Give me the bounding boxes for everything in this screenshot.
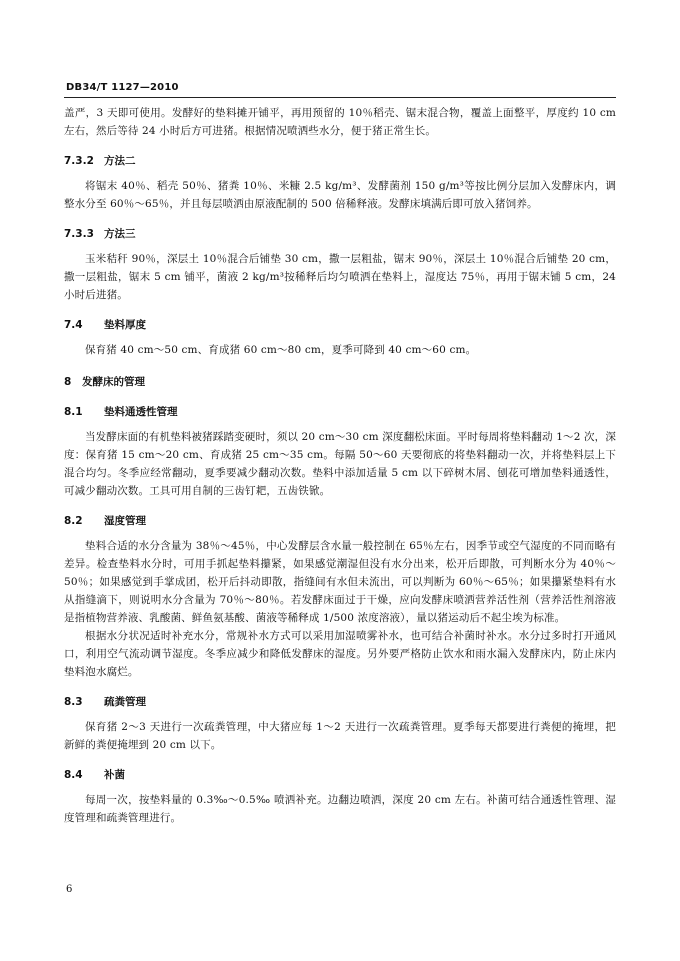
- paragraph: 将锯末 40％、稻壳 50％、猪粪 10％、米糠 2.5 kg/m³、发酵菌剂 150 g/m³等按比例分层加入发酵床内，调整水分至 60％～65％，并且每层喷洒由原液配制的 500 倍稀释液。发酵床填满后即可放入猪饲养。: [64, 180, 616, 210]
- section-number: 7.3.2: [64, 155, 94, 167]
- section-number: 8.2: [64, 515, 83, 527]
- section-number: 8.3: [64, 696, 83, 708]
- section-number: 7.3.3: [64, 228, 94, 240]
- section-number: 8.4: [64, 769, 83, 781]
- section-title: 湿度管理: [104, 515, 146, 527]
- section-title: 疏粪管理: [104, 696, 146, 708]
- page-content: [64, 104, 616, 827]
- section-heading: [64, 693, 616, 711]
- paragraph: 保育猪 40 cm～50 cm、育成猪 60 cm～80 cm，夏季可降到 40 cm～60 cm。: [85, 344, 477, 356]
- paragraph: 保育猪 2～3 天进行一次疏粪管理，中大猪应每 1～2 天进行一次疏粪管理。夏季每天都要进行粪便的掩埋，把新鲜的粪便掩埋到 20 cm 以下。: [64, 721, 616, 751]
- paragraph: 垫料合适的水分含量为 38％～45％，中心发酵层含水量一般控制在 65％左右，因季节或空气湿度的不同而略有差异。检查垫料水分时，可用手抓起垫料攥紧，如果感觉潮湿但没有水分出来，松开后即散，可判断水分为 40％～50％；如果感觉到手掌成团，松开后抖动即散，指缝间有水但未流出，可以判断为 60％～65％；如果攥紧垫料有水从指缝滴下，则说明水分含量为 70％～80％。若发酵床面过于干燥，应向发酵床喷洒营养活性剂（营养活性剂溶液是指植物营养液、乳酸菌、鲜鱼氨基酸、菌液等稀释成 1/500 浓度溶液），量以猪运动后不起尘埃为标准。: [64, 540, 616, 624]
- section-title: 补菌: [104, 769, 125, 781]
- chapter-title: 发酵床的管理: [82, 376, 145, 388]
- paragraph: 玉米秸秆 90％，深层土 10％混合后铺垫 30 cm，撒一层粗盐，锯末 90％，深层土 10％混合后铺垫 20 cm，撒一层粗盐，锯末 5 cm 铺平，菌液 2 kg/m³按稀释后均匀喷洒在垫料上，湿度达 75％，再用于锯末铺 5 cm，24 小时后进猪。: [64, 253, 616, 301]
- paragraph: 当发酵床面的有机垫料被猪踩踏变硬时，须以 20 cm～30 cm 深度翻松床面。平时每周将垫料翻动 1～2 次，深度：保育猪 15 cm～20 cm、育成猪 25 cm～35 cm。每隔 50～60 天要彻底的将垫料翻动一次，并将垫料层上下混合均匀。冬季应经常翻动，夏季要减少翻动次数。垫料中添加适量 5 cm 以下碎树木屑、刨花可增加垫料通透性，可减少翻动次数。工具可用自制的三齿钉耙，五齿铁锨。: [64, 431, 616, 497]
- section-heading: [64, 225, 616, 243]
- section-heading: [64, 766, 616, 784]
- section-title: 垫料厚度: [104, 319, 146, 331]
- section-number: 7.4: [64, 319, 83, 331]
- page-number: 6: [66, 884, 73, 895]
- document-code: DB34/T 1127—2010: [66, 82, 179, 93]
- section-heading: [64, 152, 616, 170]
- section-title: 方法三: [104, 228, 136, 240]
- section-title: 方法二: [104, 155, 136, 167]
- section-heading: [64, 512, 616, 530]
- chapter-number: 8: [64, 376, 72, 388]
- paragraph: 根据水分状况适时补充水分，常规补水方式可以采用加湿喷雾补水，也可结合补菌时补水。水分过多时打开通风口，利用空气流动调节湿度。冬季应减少和降低发酵床的湿度。另外要严格防止饮水和雨水漏入发酵床内，防止床内垫料泡水腐烂。: [64, 630, 616, 678]
- paragraph: 每周一次，按垫料量的 0.3‰～0.5‰ 喷洒补充。边翻边喷洒，深度 20 cm 左右。补菌可结合通透性管理、湿度管理和疏粪管理进行。: [64, 794, 616, 824]
- chapter-heading: [64, 373, 616, 391]
- section-heading: [64, 316, 616, 334]
- continued-paragraph: 盖严，3 天即可使用。发酵好的垫料摊开铺平，再用预留的 10％稻壳、锯末混合物，覆盖上面整平，厚度约 10 cm 左右，然后等待 24 小时后方可进猪。根据情况喷洒些水分，便于猪正常生长。: [64, 107, 616, 137]
- section-title: 垫料通透性管理: [104, 406, 178, 418]
- header-divider: [64, 97, 616, 98]
- section-number: 8.1: [64, 406, 83, 418]
- section-heading: [64, 403, 616, 421]
